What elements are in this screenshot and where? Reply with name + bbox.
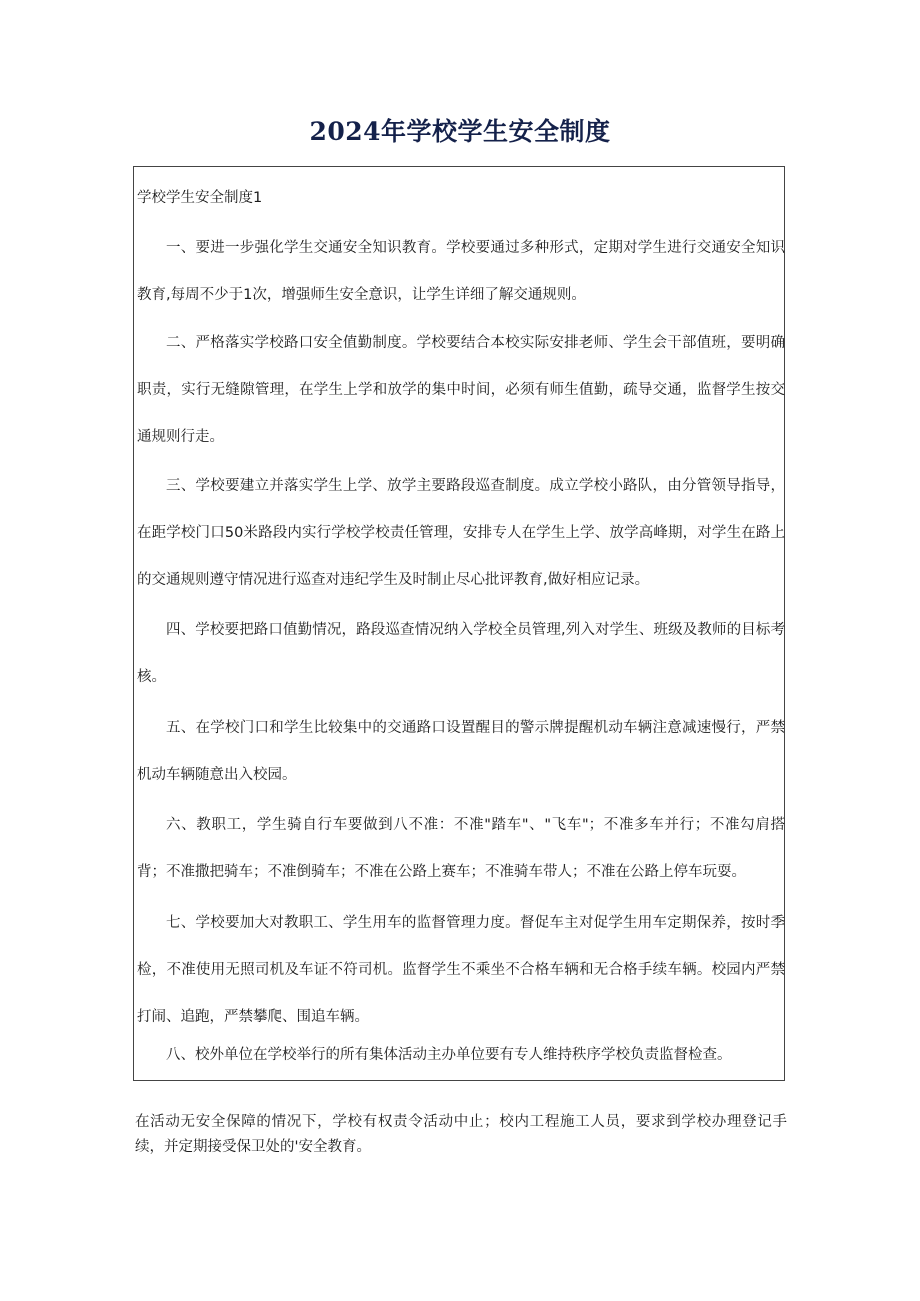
paragraph-4: 四、学校要把路口值勤情况，路段巡查情况纳入学校全员管理,列入对学生、班级及教师的目标考核。	[137, 622, 785, 685]
paragraph-2: 二、严格落实学校路口安全值勤制度。学校要结合本校实际安排老师、学生会干部值班，要明确职责，实行无缝隙管理，在学生上学和放学的集中时间，必须有师生值勤，疏导交通，监督学生按交通规则行走。	[137, 335, 785, 445]
document-title: 2024年学校学生安全制度	[309, 117, 611, 146]
paragraph-5: 五、在学校门口和学生比较集中的交通路口设置醒目的警示牌提醒机动车辆注意减速慢行，严禁机动车辆随意出入校园。	[137, 720, 785, 783]
paragraph-7: 七、学校要加大对教职工、学生用车的监督管理力度。督促车主对促学生用车定期保养，按时季检，不准使用无照司机及车证不符司机。监督学生不乘坐不合格车辆和无合格手续车辆。校园内严禁打闹、追跑，严禁攀爬、围追车辆。	[137, 915, 785, 1025]
paragraph-3: 三、学校要建立并落实学生上学、放学主要路段巡查制度。成立学校小路队，由分管领导指导，在距学校门口50米路段内实行学校学校责任管理，安排专人在学生上学、放学高峰期，对学生在路上的交通规则遵守情况进行巡查对违纪学生及时制止尽心批评教育,做好相应记录。	[137, 478, 785, 588]
paragraph-6: 六、教职工，学生骑自行车要做到八不准：不准"踏车"、"飞车"；不准多车并行；不准勾肩搭背；不准撒把骑车；不准倒骑车；不准在公路上赛车；不准骑车带人；不准在公路上停车玩耍。	[137, 817, 785, 880]
footer-paragraph: 在活动无安全保障的情况下，学校有权责令活动中止；校内工程施工人员，要求到学校办理登记手续，并定期接受保卫处的'安全教育。	[135, 1114, 787, 1155]
section-heading: 学校学生安全制度1	[137, 190, 263, 206]
paragraph-8: 八、校外单位在学校举行的所有集体活动主办单位要有专人维持秩序学校负责监督检查。	[166, 1047, 732, 1063]
content-box	[133, 166, 785, 1081]
paragraph-1: 一、要进一步强化学生交通安全知识教育。学校要通过多种形式，定期对学生进行交通安全知识教育,每周不少于1次，增强师生安全意识，让学生详细了解交通规则。	[137, 240, 785, 303]
